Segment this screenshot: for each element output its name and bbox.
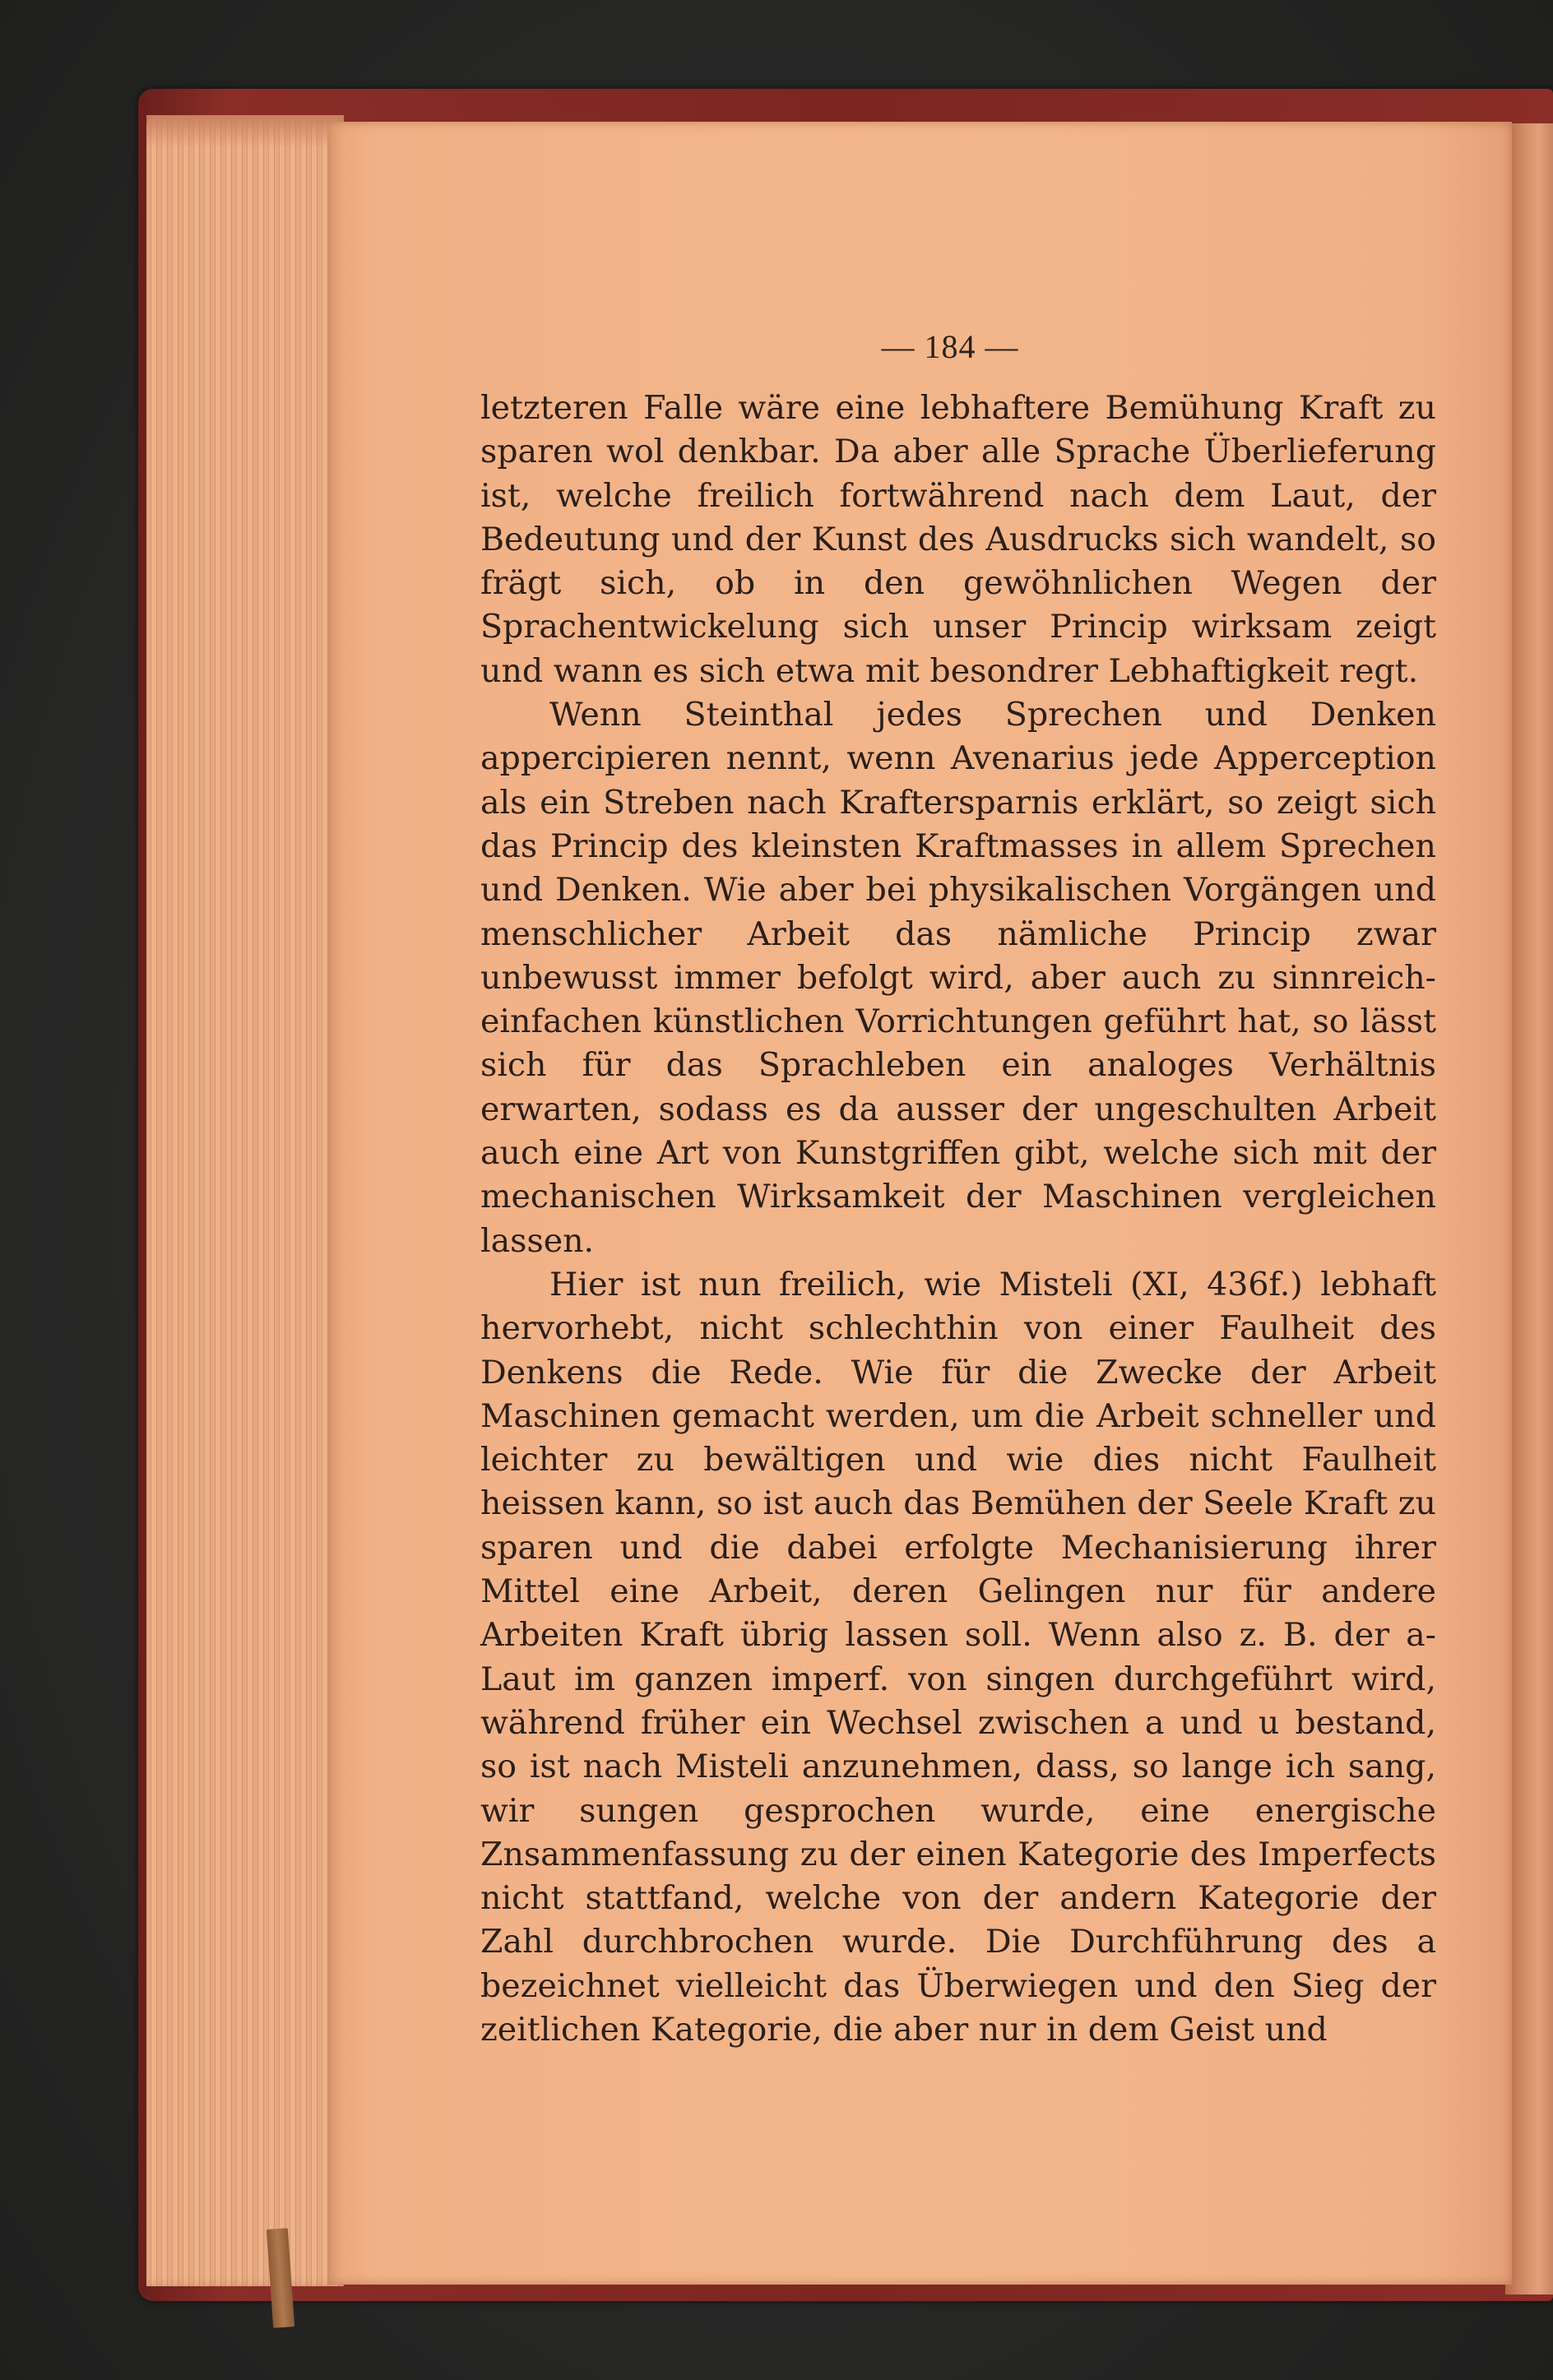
paragraph-1: letzteren Falle wäre eine lebhaftere Bemühung Kraft zu sparen wol denkbar. Da aber alle Sprache Überlieferung ist, welche freilich fortwährend nach dem Laut, der Bedeutung und der Kunst des Ausdrucks sich wandelt, so frägt sich, ob in den gewöhnlichen Wegen der Sprachentwickelung sich unser Princip wirksam zeigt und wann es sich etwa mit besondrer Lebhaftigkeit regt. — [480, 389, 1436, 690]
page-number: — 184 — — [881, 328, 1019, 365]
paragraph-3: Hier ist nun freilich, wie Misteli (XI, 436f.) lebhaft hervorhebt, nicht schlechthin von einer Faulheit des Denkens die Rede. Wie für die Zwecke der Arbeit Maschinen gemacht werden, um die Arbeit schneller und leichter zu bewältigen und wie dies nicht Faulheit heissen kann, so ist auch das Bemühen der Seele Kraft zu sparen und die dabei erfolgte Mechanisierung ihrer Mittel eine Arbeit, deren Gelingen nur für andere Arbeiten Kraft übrig lassen soll. Wenn also z. B. der a-Laut im ganzen imperf. von singen durchgeführt wird, während früher ein Wechsel zwischen a und u bestand, so ist nach Misteli anzunehmen, dass, so lange ich sang, wir sungen gesprochen wurde, eine energische Znsammenfassung zu der einen Kategorie des Imperfects nicht stattfand, welche von der andern Kategorie der Zahl durchbrochen wurde. Die Durchführung des a bezeichnet vielleicht das Überwiegen und den Sieg der zeitlichen Kategorie, die aber nur in dem Geist und — [480, 1265, 1436, 2049]
page-edges — [146, 115, 344, 2286]
page-body — [480, 387, 1436, 2052]
paragraph-2: Wenn Steinthal jedes Sprechen und Denken appercipieren nennt, wenn Avenarius jede Apperception als ein Streben nach Kraftersparnis erklärt, so zeigt sich das Princip des kleinsten Kraftmasses in allem Sprechen und Denken. Wie aber bei physikalischen Vorgängen und menschlicher Arbeit das nämliche Princip zwar unbewusst immer befolgt wird, aber auch zu sinnreich-einfachen künstlichen Vorrichtungen geführt hat, so lässt sich für das Sprachleben ein analoges Verhältnis erwarten, sodass es da ausser der ungeschulten Arbeit auch eine Art von Kunstgriffen gibt, welche sich mit der mechanischen Wirksamkeit der Maschinen vergleichen lassen. — [480, 696, 1436, 1260]
page-right-edge — [1505, 123, 1553, 2294]
